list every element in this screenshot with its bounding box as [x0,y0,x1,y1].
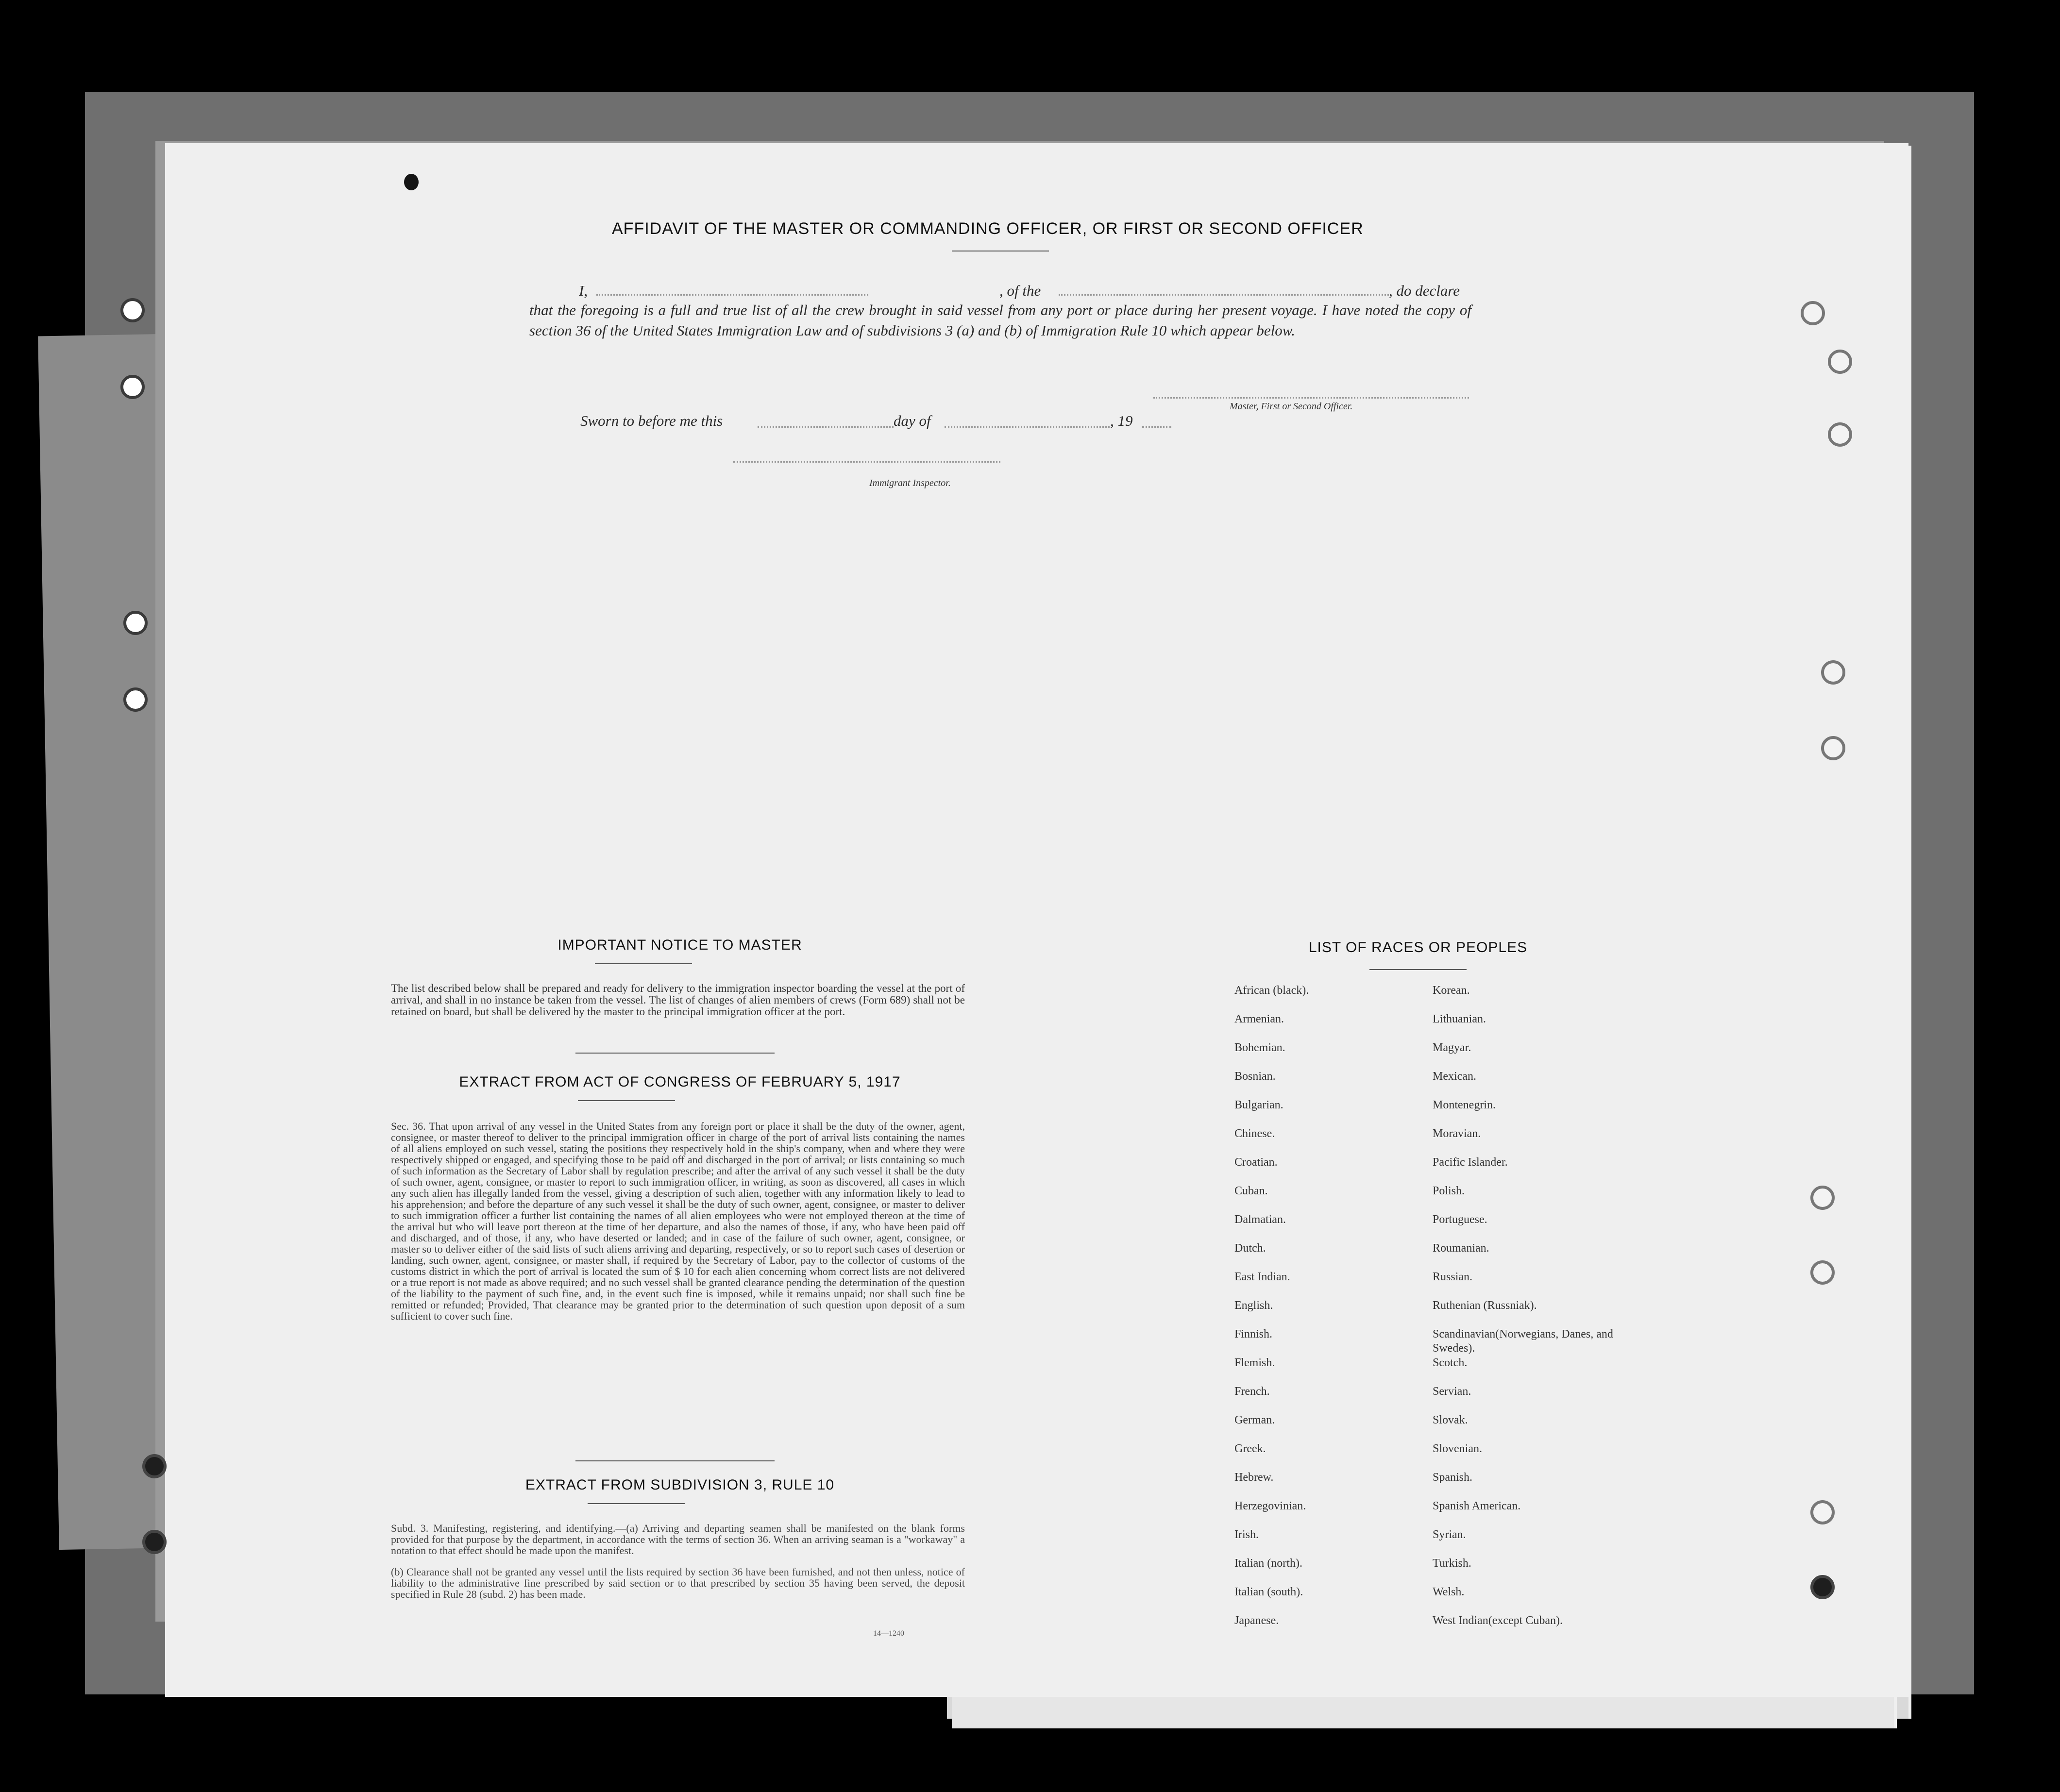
inspector-label: Immigrant Inspector. [869,478,951,488]
races-right-column [1433,984,1627,1642]
year-label: , 19 [1110,412,1133,429]
binder-hole-icon [1810,1575,1835,1599]
race-item: Montenegrin. [1433,1099,1496,1111]
race-item: Chinese. [1234,1127,1275,1140]
binder-hole-icon [142,1530,167,1554]
race-item: Italian (north). [1234,1557,1302,1570]
race-item: Spanish. [1433,1471,1473,1484]
race-item: Croatian. [1234,1156,1278,1169]
extract-rule-para-a: Subd. 3. Manifesting, registering, and identifying.—(a) Arriving and departing seamen shall be manifested on the blank forms provided for that purpose by the department, in accordance with the terms of section 36. When an arriving seaman is a "workaway" a notation to that effect should be made upon the manifest. [391,1522,965,1557]
day-of-label: day of [894,412,931,429]
race-item: West Indian(except Cuban). [1433,1614,1563,1627]
race-item: Roumanian. [1433,1242,1489,1255]
race-item: Flemish. [1234,1357,1275,1369]
race-item: Bohemian. [1234,1041,1285,1054]
race-item: Bulgarian. [1234,1099,1283,1111]
binder-hole-icon [123,687,148,712]
binder-hole-icon [123,611,148,635]
race-item: Armenian. [1234,1013,1284,1025]
race-item: Moravian. [1433,1127,1481,1140]
race-item: Korean. [1433,984,1470,997]
extract-act-rule [575,1460,775,1461]
master-name-field[interactable] [596,294,868,296]
race-item: Scandinavian(Norwegians, Danes, and Swedes). [1433,1328,1613,1355]
notice-divider [595,963,692,964]
race-item: Slovenian. [1433,1442,1482,1455]
race-item: Finnish. [1234,1328,1273,1340]
race-item: Cuban. [1234,1185,1268,1197]
affidavit-of-the-label: , of the [999,282,1041,299]
notice-body: The list described below shall be prepared and ready for delivery to the immigration inspector boarding the vessel at the port of arrival, and shall in no instance be taken from the vessel. The list of changes of alien members of crews (Form 689) shall not be retained on board, but shall be delivered by the master to the principal immigration officer at the port. [391,982,965,1018]
affidavit-declare-label: , do declare [1389,282,1460,299]
extract-rule-para-b: (b) Clearance shall not be granted any vessel until the lists required by section 36 have been furnished, and not then unless, notice of liability to the administrative fine prescribed by said section or to that prescribed by section 35 having been served, the deposit specified in Rule 28 (subd. 2) has been made. [391,1566,965,1600]
signature-label: Master, First or Second Officer. [1230,401,1353,412]
extract-rule-title: EXTRACT FROM SUBDIVISION 3, RULE 10 [525,1477,835,1493]
binder-hole-icon [1828,350,1852,374]
extract-rule-divider [588,1503,685,1504]
extract-act-divider [578,1100,675,1101]
race-item: East Indian. [1234,1271,1290,1283]
ink-speck [404,174,419,190]
race-item: Syrian. [1433,1528,1466,1541]
extract-act-body: Sec. 36. That upon arrival of any vessel in the United States from any foreign port or place it shall be the duty of the owner, agent, consignee, or master thereof to deliver to the principal immigration officer in charge of the port of arrival lists containing the names of all aliens employed on such vessel, stating the positions they respectively hold in the ship's company, when and where they were respectively shipped or engaged, and specifying those to be paid off and discharged in the port of arrival; or lists containing so much of such information as the Secretary of Labor shall by regulation prescribe; and after the arrival of any such vessel it shall be the duty of such owner, agent, consignee, or master to report to such immigration officer, in writing, as soon as discovered, all cases in which any such alien has illegally landed from the vessel, giving a description of such alien, together with any information likely to lead to his apprehension; and before the departure of any such vessel it shall be the duty of such owner, agent, consignee, or master to deliver to such immigration officer a further list containing the names of all alien employees who were not employed thereon at the time of the arrival but who will leave port thereon at the time of her departure, and also the names of those, if any, who have been paid off and discharged, and of those, if any, who have deserted or landed; and in case of the failure of such owner, agent, consignee, or master so to deliver either of the said lists of such aliens arriving and departing, respectively, or so to report such cases of desertion or landing, such owner, agent, consignee, or master shall, if required by the Secretary of Labor, pay to the collector of customs of the customs district in which the port of arrival is located the sum of $ 10 for each alien concerning whom correct lists are not delivered or a true report is not made as above required; and no such vessel shall be granted clearance pending the determination of the question of the liability to the payment of such fine, and, in the event such fine is imposed, while it remains unpaid; nor shall such fine be remitted or refunded; Provided, That clearance may be granted prior to the determination of such question upon deposit of a sum sufficient to cover such fine. [391,1120,965,1322]
affidavit-title: AFFIDAVIT OF THE MASTER OR COMMANDING OFFICER, OR FIRST OR SECOND OFFICER [612,219,1364,238]
races-title: LIST OF RACES OR PEOPLES [1308,939,1528,955]
extract-act-title: EXTRACT FROM ACT OF CONGRESS OF FEBRUARY 5, 1917 [459,1074,901,1090]
sworn-year-field[interactable] [1142,426,1171,428]
race-item: Spanish American. [1433,1500,1521,1512]
affidavit-declaration: that the foregoing is a full and true list of all the crew brought in said vessel from any port or place during her present voyage. I have noted the copy of section 36 of the United States Immigration Law and of subdivisions 3 (a) and (b) of Immigration Rule 10 which appear below. [529,301,1471,339]
race-item: Irish. [1234,1528,1259,1541]
race-item: Mexican. [1433,1070,1476,1083]
race-item: Herzegovinian. [1234,1500,1306,1512]
notice-rule [575,1053,775,1054]
vessel-name-field[interactable] [1059,294,1389,296]
notice-title: IMPORTANT NOTICE TO MASTER [557,937,802,953]
inspector-signature-field[interactable] [733,461,1000,463]
race-item: German. [1234,1414,1275,1426]
race-item: Servian. [1433,1385,1471,1398]
race-item: Ruthenian (Russniak). [1433,1299,1537,1312]
race-item: Greek. [1234,1442,1266,1455]
race-item: Polish. [1433,1185,1465,1197]
officer-signature-field[interactable] [1153,397,1469,399]
race-item: Hebrew. [1234,1471,1274,1484]
race-item: Dutch. [1234,1242,1266,1255]
race-item: Slovak. [1433,1414,1468,1426]
race-item: Japanese. [1234,1614,1279,1627]
race-item: English. [1234,1299,1273,1312]
binder-hole-icon [142,1454,167,1478]
manifest-page [165,143,1908,1697]
race-item: Lithuanian. [1433,1013,1486,1025]
binder-hole-icon [1810,1186,1835,1210]
binder-hole-icon [1810,1260,1835,1285]
race-item: Italian (south). [1234,1586,1303,1598]
binder-hole-icon [1821,660,1845,685]
form-number: 14—1240 [873,1629,904,1638]
race-item: Magyar. [1433,1041,1471,1054]
race-item: Pacific Islander. [1433,1156,1508,1169]
races-left-column [1234,984,1429,1642]
race-item: African (black). [1234,984,1309,997]
sworn-label: Sworn to before me this [580,412,723,429]
race-item: Portuguese. [1433,1213,1487,1226]
sworn-month-field[interactable] [945,426,1110,428]
race-item: Turkish. [1433,1557,1471,1570]
binder-hole-icon [120,298,145,322]
race-item: French. [1234,1385,1270,1398]
race-item: Dalmatian. [1234,1213,1286,1226]
affidavit-i-label: I, [579,282,588,299]
binder-hole-icon [1821,736,1845,760]
race-item: Welsh. [1433,1586,1465,1598]
race-item: Russian. [1433,1271,1473,1283]
binder-hole-icon [1828,422,1852,447]
binder-hole-icon [120,375,145,399]
race-item: Scotch. [1433,1357,1468,1369]
binder-hole-icon [1810,1500,1835,1524]
binder-hole-icon [1801,301,1825,325]
sworn-day-field[interactable] [758,426,894,428]
races-divider [1369,969,1467,970]
race-item: Bosnian. [1234,1070,1276,1083]
